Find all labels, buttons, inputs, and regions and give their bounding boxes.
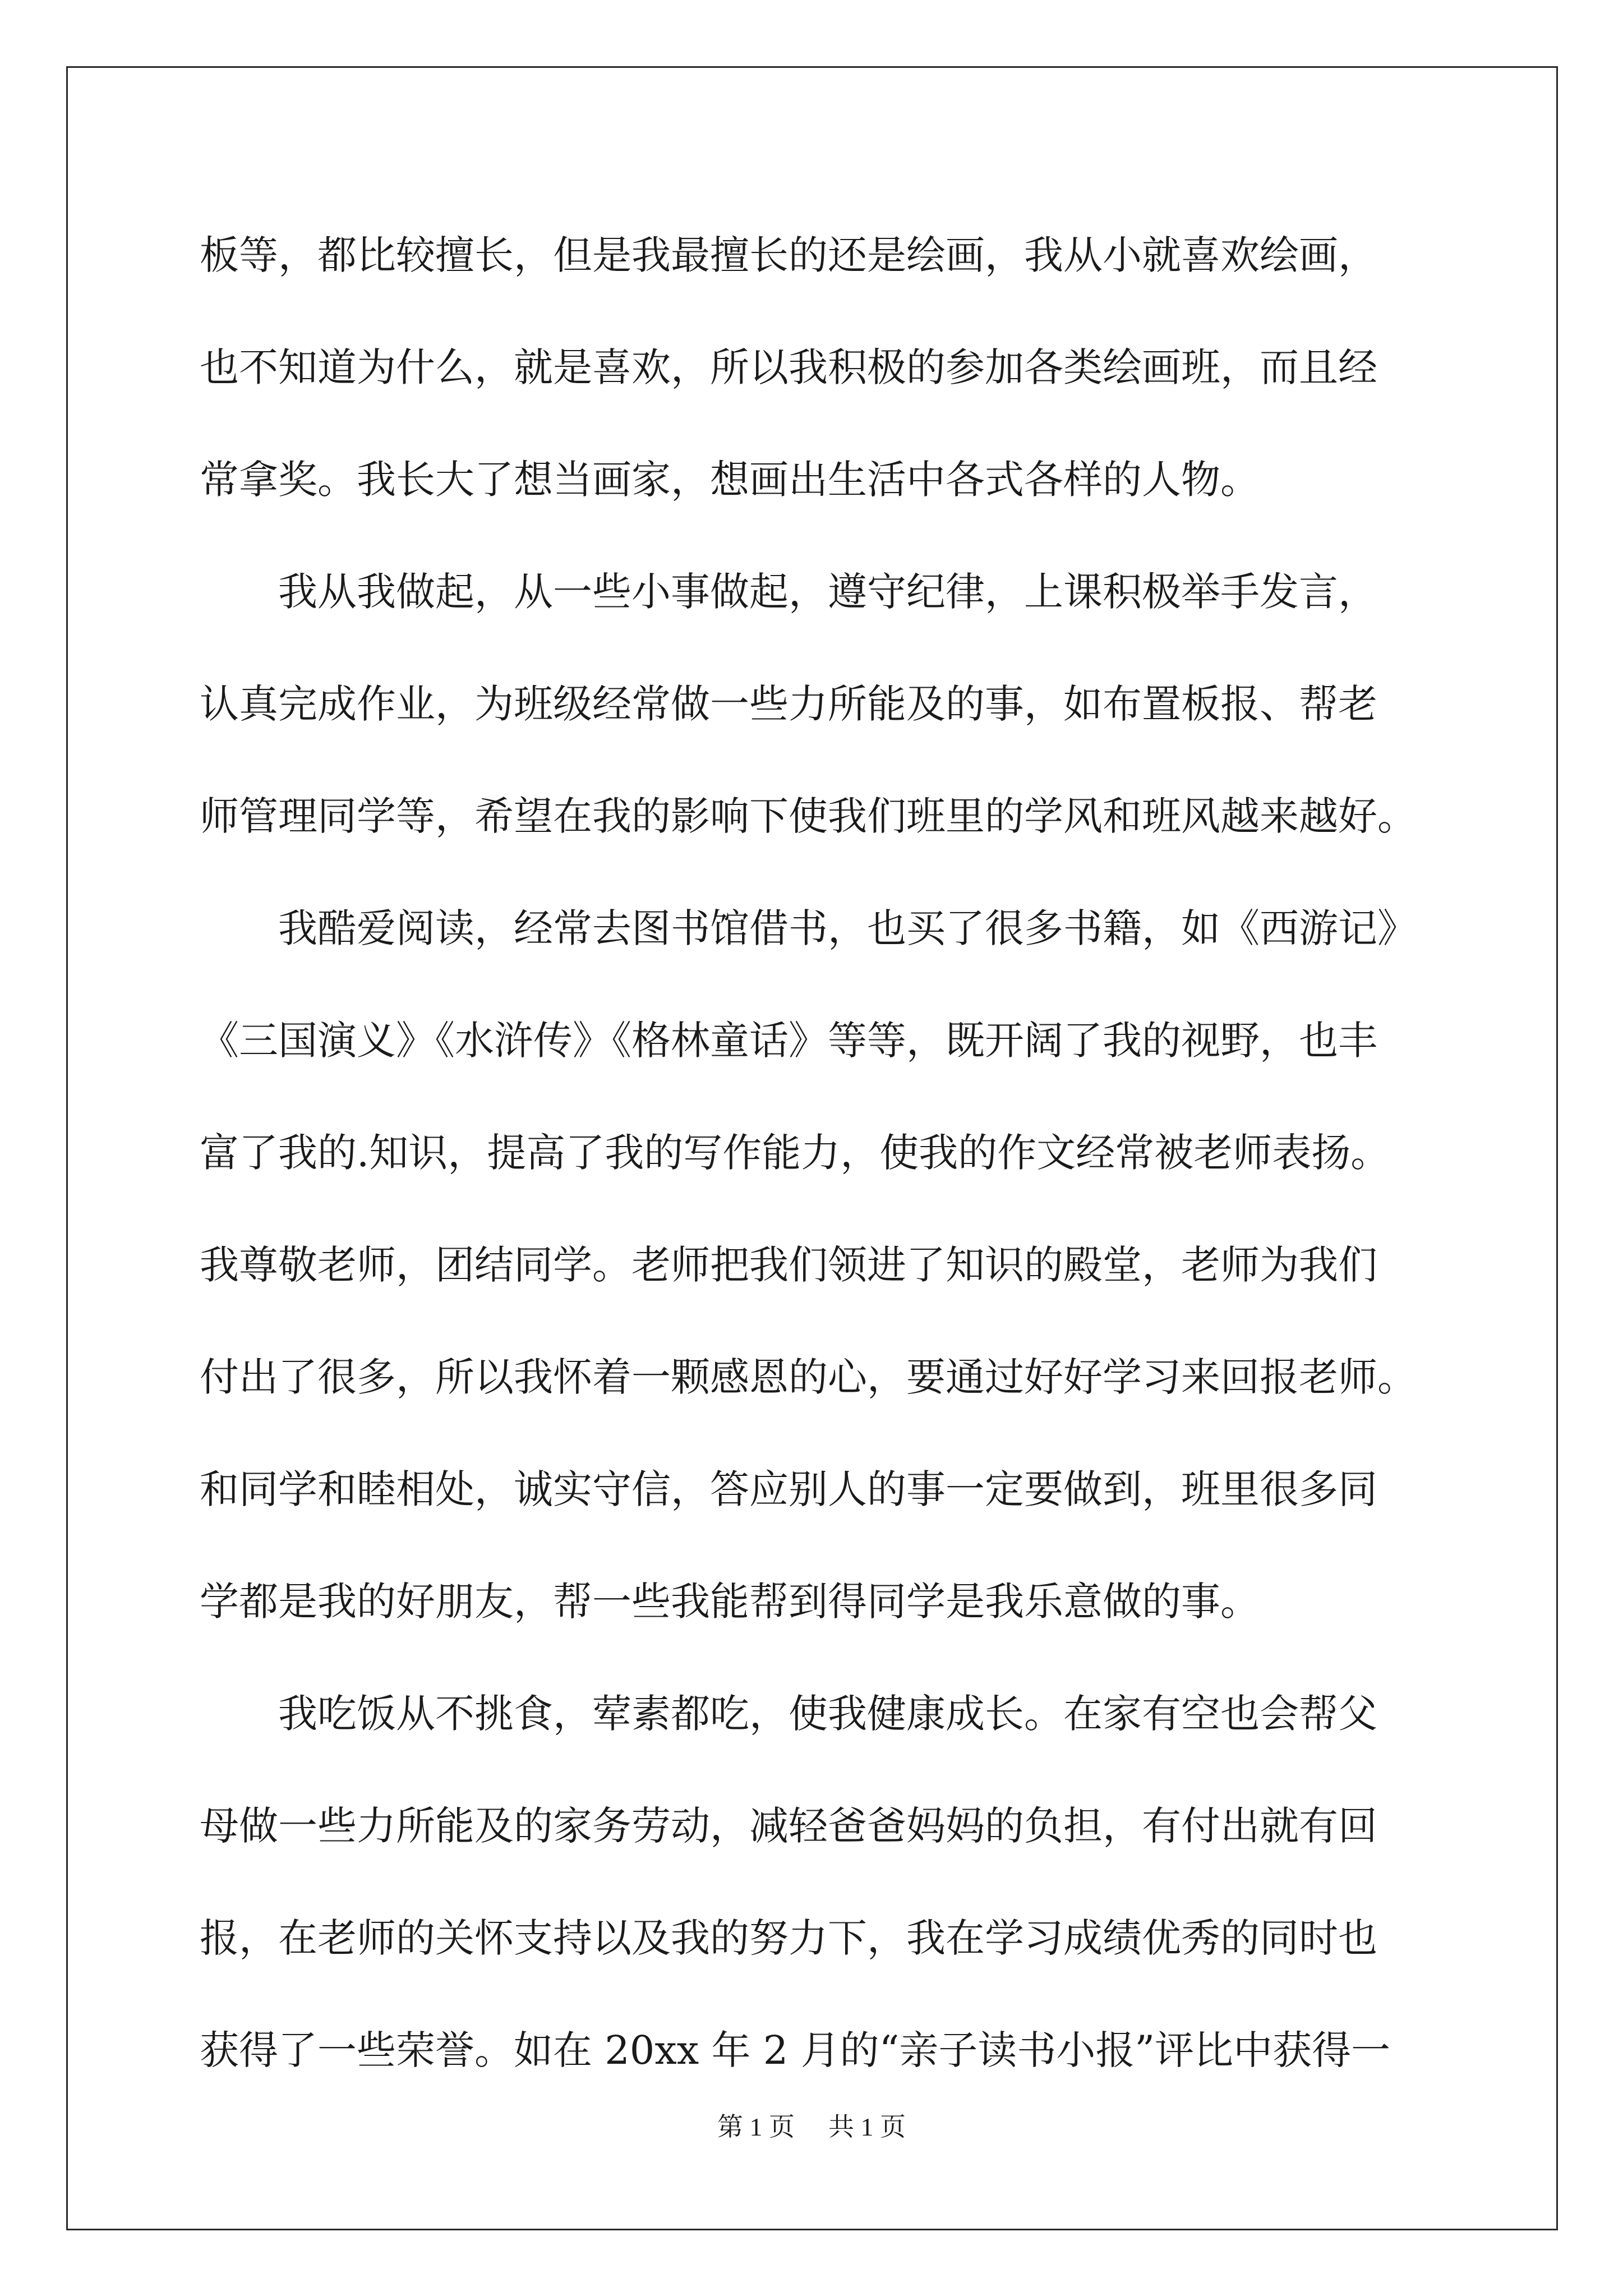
- body-text-line: 和同学和睦相处，诚实守信，答应别人的事一定要做到，班里很多同: [200, 1466, 1377, 1512]
- body-text-line: 获得了一些荣誉。如在 20xx 年 2 月的“亲子读书小报”评比中获得一: [200, 2027, 1391, 2073]
- body-text-line: 我尊敬老师，团结同学。老师把我们领进了知识的殿堂，老师为我们: [200, 1242, 1377, 1288]
- body-text-line: 认真完成作业，为班级经常做一些力所能及的事，如布置板报、帮老: [200, 681, 1377, 727]
- body-text-line: 报，在老师的关怀支持以及我的努力下，我在学习成绩优秀的同时也: [200, 1915, 1377, 1961]
- body-text-line: 也不知道为什么，就是喜欢，所以我积极的参加各类绘画班，而且经: [200, 344, 1377, 390]
- body-text-line: 付出了很多，所以我怀着一颗感恩的心，要通过好好学习来回报老师。: [200, 1354, 1417, 1400]
- body-text-line: 师管理同学等，希望在我的影响下使我们班里的学风和班风越来越好。: [200, 793, 1417, 839]
- paragraph-start-line: 我吃饭从不挑食，荤素都吃，使我健康成长。在家有空也会帮父: [200, 1691, 1377, 1737]
- page-footer: [0, 2105, 1623, 2150]
- body-text-line: 学都是我的好朋友，帮一些我能帮到得同学是我乐意做的事。: [200, 1579, 1260, 1625]
- body-text-line: 母做一些力所能及的家务劳动，减轻爸爸妈妈的负担，有付出就有回: [200, 1803, 1377, 1849]
- paragraph-start-line: 我从我做起，从一些小事做起，遵守纪律，上课积极举手发言，: [200, 569, 1377, 615]
- body-text-line: 《三国演义》《水浒传》《格林童话》等等，既开阔了我的视野，也丰: [200, 1018, 1377, 1064]
- page-number: 第 1 页: [717, 2113, 795, 2141]
- body-text-line: 富了我的.知识，提高了我的写作能力，使我的作文经常被老师表扬。: [200, 1130, 1390, 1176]
- paragraph-start-line: 我酷爱阅读，经常去图书馆借书，也买了很多书籍，如《西游记》: [200, 905, 1417, 951]
- body-text-line: 板等，都比较擅长，但是我最擅长的还是绘画，我从小就喜欢绘画，: [200, 232, 1377, 278]
- page-total: 共 1 页: [828, 2113, 906, 2141]
- body-text-line: 常拿奖。我长大了想当画家，想画出生活中各式各样的人物。: [200, 457, 1260, 503]
